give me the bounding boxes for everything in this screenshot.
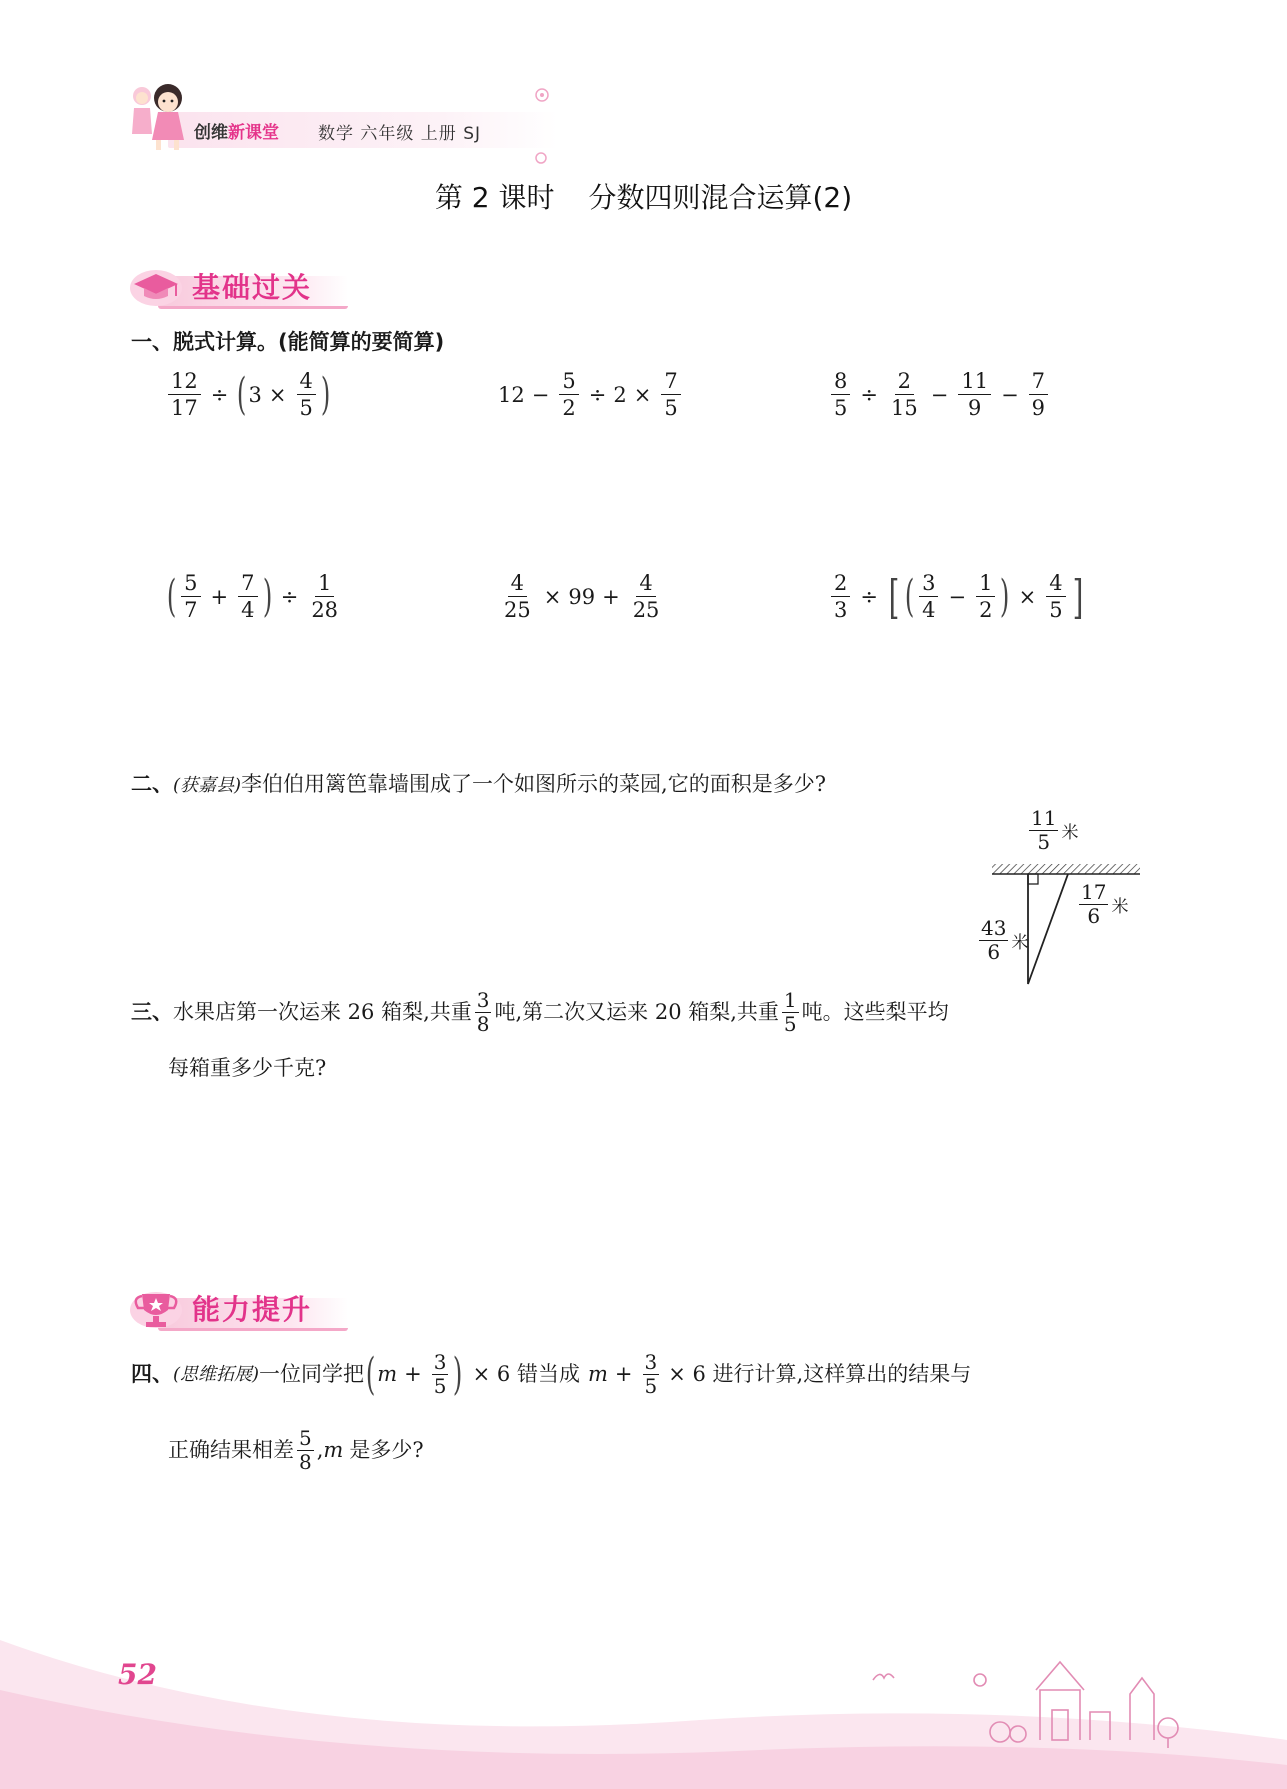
fraction: $\frac{12}{17}$ [168, 370, 201, 419]
fraction: $\frac{8}{5}$ [831, 370, 850, 419]
fraction: $\frac{7}{4}$ [238, 572, 257, 621]
fraction: $\frac{7}{5}$ [661, 370, 680, 419]
castle-icon [960, 1650, 1190, 1750]
fraction: $\frac{4}{5}$ [297, 370, 316, 419]
graduation-cap-icon [128, 264, 184, 308]
fraction: $\frac{3}{5}$ [644, 1350, 658, 1398]
label-left-length: $\frac{43}{6}$ 米 [981, 916, 1029, 964]
fraction: $\frac{1}{28}$ [311, 571, 339, 623]
question-4-line-2: 正确结果相差 $\frac{5}{8}$ , m 是多少? [168, 1426, 424, 1474]
flower-icon [533, 86, 551, 104]
fraction: $\frac{3}{5}$ [433, 1350, 447, 1398]
fraction: $\frac{11}{9}$ [958, 370, 991, 419]
expression-6: $\frac{2}{3}$ ÷ [ ( $\frac{3}{4}$ − $\frac{1}{2}$ ) × $\frac{4}{5}$ ] [828, 572, 1087, 621]
section-banner-basic [128, 258, 358, 314]
question-2-text: 二、(获嘉县)李伯伯用篱笆靠墙围成了一个如图所示的菜园,它的面积是多少? [131, 772, 826, 796]
section-title-basic: 基础过关 [192, 271, 313, 304]
fraction: $\frac{4}{25}$ [504, 571, 531, 623]
lesson-title: 第 2 课时 分数四则混合运算(2) [434, 181, 853, 214]
header-book-info: 数学 六年级 上册 SJ [318, 124, 482, 144]
page-number: 52 [118, 1658, 157, 1691]
fraction: $\frac{4}{25}$ [632, 571, 660, 623]
question-4-line-1: 四、 (思维拓展) 一位同学把 ( m + $\frac{3}{5}$ ) × 6 错当成 m + $\frac{3}{5}$ × 6 进行计算,这样算出的结果与 [131, 1348, 972, 1400]
question-3-line-1: 三、 水果店第一次运来 26 箱梨,共重 $\frac{3}{8}$ 吨,第二次又运来 20 箱梨,共重 $\frac{1}{5}$ 吨。这些梨平均 [131, 988, 949, 1036]
fraction: $\frac{4}{5}$ [1046, 572, 1065, 621]
section-banner-advanced [128, 1280, 358, 1336]
section-title-advanced: 能力提升 [192, 1293, 313, 1326]
fraction: $\frac{5}{2}$ [559, 370, 578, 419]
flower-icon [533, 150, 549, 166]
wall-hatch [992, 864, 1140, 874]
expression-4: ( $\frac{5}{7}$ + $\frac{7}{4}$ ) ÷ $\frac{1}{28}$ [165, 572, 344, 621]
question-1-label: 一、脱式计算。(能简算的要简算) [131, 330, 445, 354]
fraction: $\frac{1}{2}$ [976, 572, 995, 621]
trophy-icon [128, 1286, 184, 1330]
fraction: $\frac{7}{9}$ [1029, 370, 1048, 419]
trapezoid-garden [1028, 874, 1068, 984]
expression-2: 12 − $\frac{5}{2}$ ÷ 2 × $\frac{7}{5}$ [498, 370, 684, 419]
page-header [128, 78, 548, 152]
fraction: $\frac{2}{15}$ [890, 369, 918, 421]
fraction: $\frac{1}{5}$ [783, 988, 797, 1036]
right-angle-mark [1028, 874, 1038, 884]
label-right-length: $\frac{17}{6}$ 米 [1081, 880, 1129, 928]
fraction: $\frac{3}{4}$ [919, 572, 938, 621]
expression-3: $\frac{8}{5}$ ÷ $\frac{2}{15}$ − $\frac{11}{9}$ − $\frac{7}{9}$ [828, 370, 1051, 419]
bird-icon [870, 1668, 896, 1690]
expression-1: $\frac{12}{17}$ ÷ ( 3 × $\frac{4}{5}$ ) [165, 370, 332, 419]
fraction: $\frac{3}{8}$ [476, 988, 490, 1036]
fraction: $\frac{2}{3}$ [831, 572, 850, 621]
cartoon-girl-icon [128, 78, 198, 152]
question-3-line-2: 每箱重多少千克? [168, 1056, 327, 1080]
label-top-length: $\frac{11}{5}$ 米 [1031, 806, 1079, 854]
expression-5: $\frac{4}{25}$ × 99 + $\frac{4}{25}$ [498, 572, 665, 621]
fraction: $\frac{5}{8}$ [299, 1426, 312, 1474]
fraction: $\frac{5}{7}$ [181, 572, 200, 621]
brand-name: 创维新课堂 [194, 123, 279, 143]
